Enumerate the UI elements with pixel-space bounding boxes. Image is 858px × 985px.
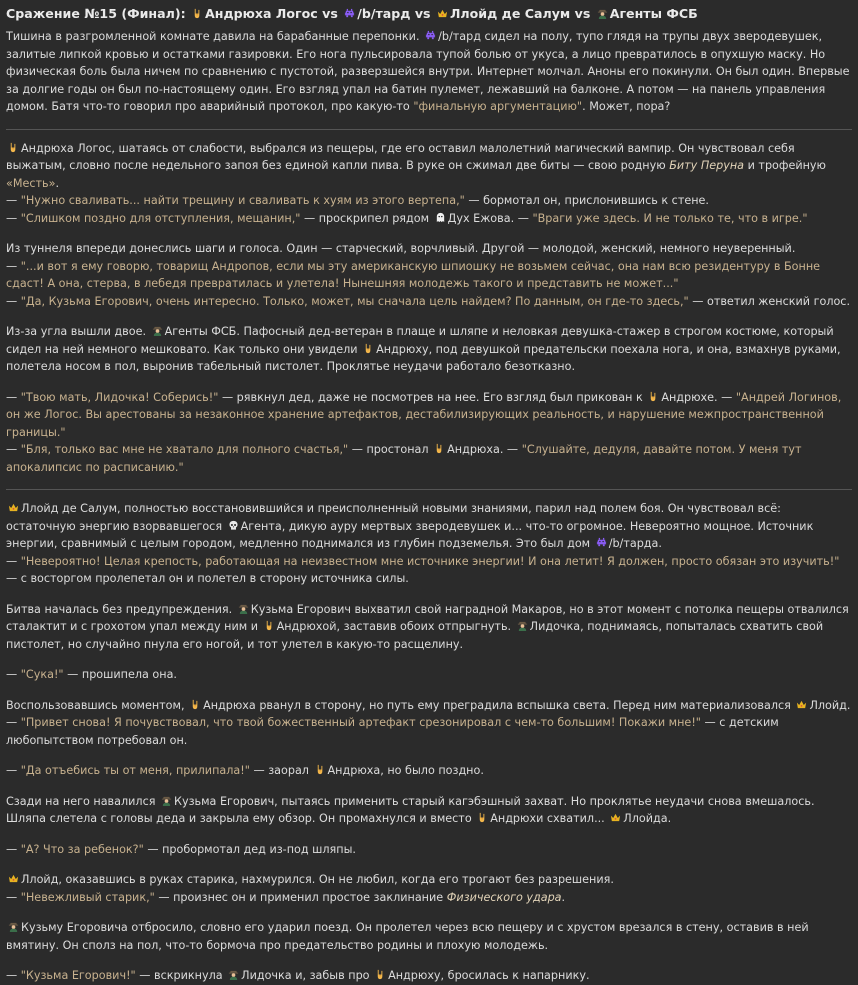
paragraph: Андрюха Логос, шатаясь от слабости, выбрался из пещеры, где его оставил малолетний магический вампир. Он чувствовал себя выжатым, словно после недельного запоя без единой капли пива. В руке он сжимал две биты — свою родную Биту Перуна и трофейную «Месть». — "Нужно сваливать... найти трещину и сваливать к хуям из этого вертепа," — бормотал он, прислонившись к стене. — "Слишком поздно для отступления, мещанин," — проскрипел рядом Дух Ежова. — "Враги уже здесь. И не только те, что в игре." bbox=[6, 140, 852, 228]
horns-hand-icon bbox=[192, 8, 203, 19]
page-title: Сражение №15 (Финал): Андрюха Логос vs /b/тард vs Ллойд де Салум vs Агенты ФСБ bbox=[6, 6, 698, 21]
dialogue-line: — "...и вот я ему говорю, товарищ Андропов, если мы эту американскую шпиошку не возьмем сейчас, она нам всю резидентуру в Бонне сдаст! А она, стерва, в лебедя превратилась и улетела! Нынешняя молодежь такого и представить не может..." bbox=[6, 259, 821, 290]
agent-spy-icon bbox=[152, 325, 163, 336]
crown-icon bbox=[437, 8, 448, 19]
horns-hand-icon bbox=[264, 620, 275, 631]
paragraph: — "Да отъебись ты от меня, прилипала!" — заорал Андрюха, но было поздно. bbox=[6, 764, 484, 777]
horns-hand-icon bbox=[8, 142, 19, 153]
divider bbox=[6, 129, 852, 130]
dialogue-line: — "Нужно сваливать... найти трещину и сваливать к хуям из этого вертепа," — бормотал он, прислонившись к стене. bbox=[6, 194, 709, 207]
alien-monster-icon bbox=[425, 30, 436, 41]
horns-hand-icon bbox=[375, 969, 386, 980]
dialogue-line: — "Да, Кузьма Егорович, очень интересно. Только, может, мы сначала цель найдем? По данным, он где-то здесь," — ответил женский голос. bbox=[6, 294, 851, 308]
horns-hand-icon bbox=[477, 812, 488, 823]
dialogue-line: — "Невероятно! Целая крепость, работающая на неизвестном мне источнике энергии! И она летит! Я должен, просто обязан это изучить!" — с восторгом пролепетал он и полетел в сторону источника силы. bbox=[6, 554, 840, 585]
horns-hand-icon bbox=[434, 443, 445, 454]
alien-monster-icon bbox=[596, 537, 607, 548]
crown-icon bbox=[610, 812, 621, 823]
dialogue-line: — "Бля, только вас мне не хватало для полного счастья," — простонал Андрюха. — "Слушайте, дедуля, давайте потом. У меня тут апокалипсис по расписанию." bbox=[6, 443, 802, 474]
skull-icon bbox=[228, 520, 239, 531]
dialogue-line: — "Невежливый старик," — произнес он и применил простое заклинание Физического удара. bbox=[6, 890, 566, 904]
paragraph: Кузьму Егоровича отбросило, словно его ударил поезд. Он пролетел через всю пещеру и с хрустом врезался в стену, оставив в ней вмятину. Он сполз на пол, что-то бормоча про предательство родины и плохую молодежь. bbox=[6, 921, 809, 952]
dialogue-line: — "Слишком поздно для отступления, мещанин," — проскрипел рядом Дух Ежова. — "Враги уже здесь. И не только те, что в игре." bbox=[6, 211, 808, 225]
agent-spy-icon bbox=[238, 603, 249, 614]
agent-spy-icon bbox=[8, 921, 19, 932]
paragraph: Тишина в разгромленной комнате давила на барабанные перепонки. /b/тард сидел на полу, тупо глядя на трупы двух зверодевушек, залитые липкой кровью и остатками газировки. Его нога пульсировала тупой болью от укуса, а лицо превратилось в опухшую маску. Но физическая боль была ничем по сравнению с пустотой, разверзшейся внутри. Интернет молчал. Аноны его покинули. Он был один. Впервые за долгие годы он был по-настоящему один. Его взгляд упал на батин пулемет, лежавший на балконе. А потом — на панель управления домом. Батя что-то говорил про аварийный протокол, про какую-то "финальную аргументацию". Может, пора? bbox=[6, 30, 850, 113]
agent-spy-icon bbox=[517, 620, 528, 631]
agent-spy-icon bbox=[597, 8, 608, 19]
paragraph: Воспользовавшись моментом, Андрюха рванул в сторону, но путь ему преградила вспышка света. Перед ним материализовался Ллойд. — "Привет снова! Я почувствовал, что твой божественный артефакт срезонировал с чем-то большим! Покажи мне!" — с детским любопытством потребовал он. bbox=[6, 697, 852, 750]
paragraph: — "Кузьма Егорович!" — вскрикнула Лидочка и, забыв про Андрюху, бросилась к напарнику. bbox=[6, 969, 590, 982]
agent-spy-icon bbox=[161, 795, 172, 806]
paragraph: — "А? Что за ребенок?" — пробормотал дед из-под шляпы. bbox=[6, 842, 356, 856]
crown-icon bbox=[8, 873, 19, 884]
horns-hand-icon bbox=[190, 699, 201, 710]
agent-spy-icon bbox=[228, 969, 239, 980]
paragraph: — "Сука!" — прошипела она. bbox=[6, 668, 177, 681]
paragraph: Ллойд де Салум, полностью восстановившийся и преисполненный новыми знаниями, парил над полем боя. Он чувствовал всё: остаточную энергию взорвавшегося Агента, дикую ауру мертвых зверодевушек и... что-то огромное. Невероятно мощное. Источник энергии, сравнимый с целым городом, медленно поднимался из глубин подземелья. Это был дом /b/тарда. — "Невероятно! Целая крепость, работающая на неизвестном мне источнике энергии! И она летит! Я должен, просто обязан это изучить!" — с восторгом пролепетал он и полетел в сторону источника силы. bbox=[6, 500, 852, 588]
paragraph: Из-за угла вышли двое. Агенты ФСБ. Пафосный дед-ветеран в плаще и шляпе и неловкая девушка-стажер в строгом костюме, который сидел на ней немного мешковато. Как только они увидели Андрюху, под девушкой предательски поехала нога, и она, взмахнув руками, полетела носом в пол, выронив табельный пистолет. Проклятье неудачи работало безотказно. bbox=[6, 325, 841, 373]
dialogue-line: — "Привет снова! Я почувствовал, что твой божественный артефакт срезонировал с чем-то большим! Покажи мне!" — с детским любопытством потребовал он. bbox=[6, 716, 779, 747]
horns-hand-icon bbox=[648, 391, 659, 402]
ghost-icon bbox=[435, 212, 446, 223]
paragraph: Сзади на него навалился Кузьма Егорович, пытаясь применить старый кагэбэшный захват. Но проклятье неудачи снова вмешалось. Шляпа слетела с головы деда и закрыла ему обзор. Он промахнулся и вместо Андрюхи схватил... Ллойда. bbox=[6, 794, 815, 825]
paragraph: Из туннеля впереди донеслись шаги и голоса. Один — старческий, ворчливый. Другой — молодой, женский, немного неуверенный. — "...и вот я ему говорю, товарищ Андропов, если мы эту американскую шпиошку не возьмем сейчас, она нам всю резидентуру в Бонне сдаст! А она, стерва, в лебедя превратилась и улетела! Нынешняя молодежь такого и представить не может..." — "Да, Кузьма Егорович, очень интересно. Только, может, мы сначала цель найдем? По данным, он где-то здесь," — ответил женский голос. bbox=[6, 240, 852, 310]
paragraph: Ллойд, оказавшись в руках старика, нахмурился. Он не любил, когда его трогают без разрешения. — "Невежливый старик," — произнес он и применил простое заклинание Физического удара. bbox=[6, 871, 852, 906]
horns-hand-icon bbox=[363, 343, 374, 354]
paragraph: Битва началась без предупреждения. Кузьма Егорович выхватил свой наградной Макаров, но в этот момент с потолка пещеры отвалился сталактит и с грохотом упал между ним и Андрюхой, заставив обоих отпрыгнуть. Лидочка, поднимаясь, попыталась схватить свой пистолет, но случайно пнула его ногой, и тот улетел в какую-то расщелину. bbox=[6, 602, 849, 651]
horns-hand-icon bbox=[315, 764, 326, 775]
dialogue-line: — "Твою мать, Лидочка! Соберись!" — рявкнул дед, даже не посмотрев на нее. Его взгляд был прикован к Андрюхе. — "Андрей Логинов, он же Логос. Вы арестованы за незаконное хранение артефактов, дестабилизирующих реальность, и нарушение межпространственной границы." bbox=[6, 390, 842, 439]
crown-icon bbox=[796, 699, 807, 710]
paragraph bbox=[6, 389, 852, 477]
divider bbox=[6, 489, 852, 490]
crown-icon bbox=[8, 502, 19, 513]
alien-monster-icon bbox=[344, 8, 355, 19]
